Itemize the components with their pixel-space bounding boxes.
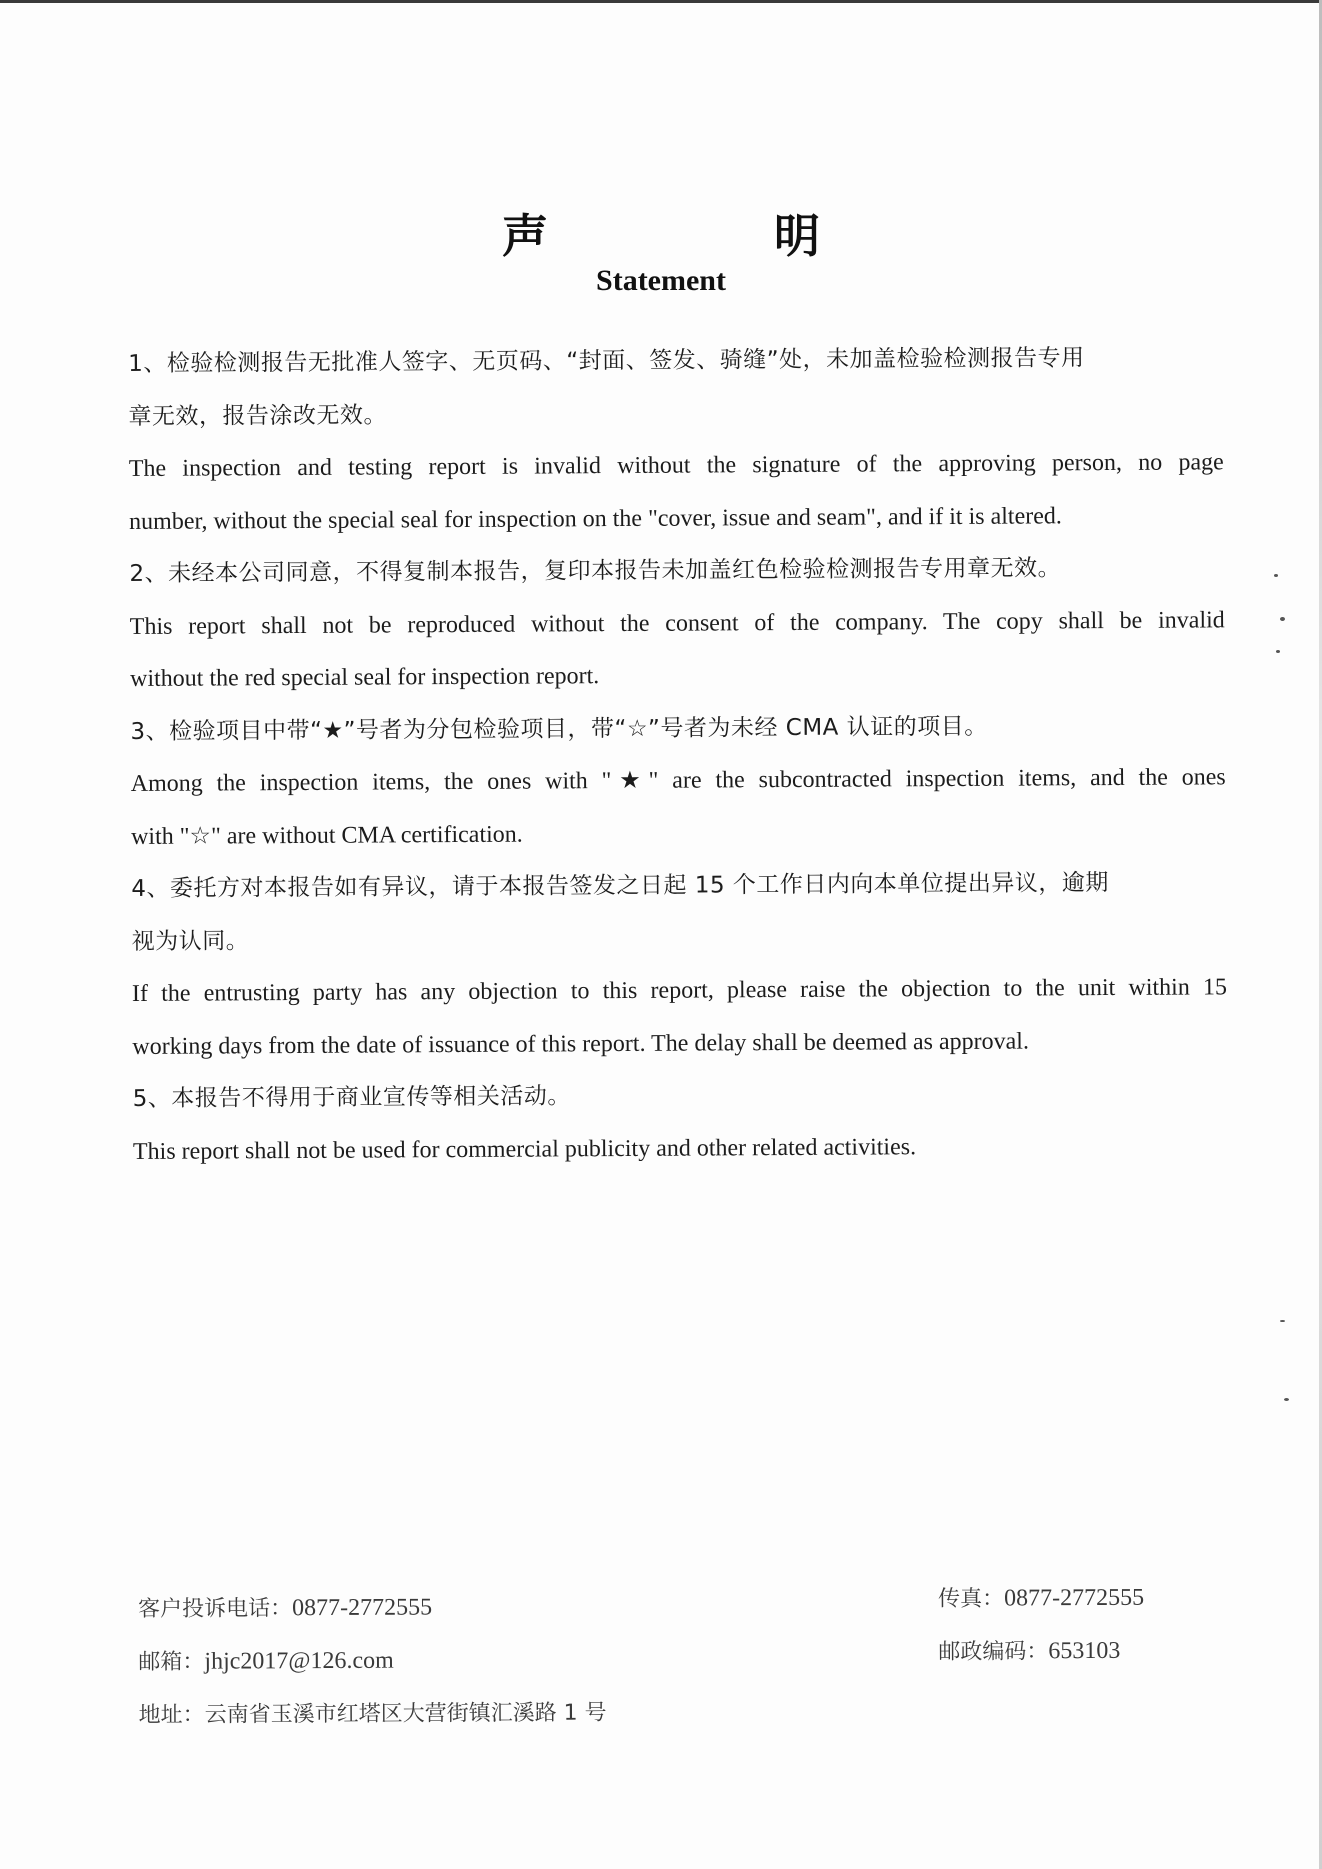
- statement-list: [128, 331, 1228, 1178]
- complaint-phone: [138, 1590, 432, 1623]
- address: [139, 1696, 607, 1729]
- statement-item-1: [128, 331, 1224, 548]
- scan-speck: [1280, 1320, 1285, 1322]
- postal-code: [938, 1634, 1120, 1666]
- statement-4-en-line-1: If the entrusting party has any objection to this report, please raise the objection to the unit within 15: [131, 974, 1228, 1007]
- fax-value: 0877-2772555: [1003, 1584, 1145, 1612]
- fax: [938, 1581, 1144, 1613]
- fax-label: 传真：: [937, 1586, 1005, 1612]
- complaint-phone-value: 0877-2772555: [292, 1594, 433, 1622]
- statement-4-en-line-2: working days from the date of issuance of this report. The delay shall be deemed as approval.: [132, 1028, 1030, 1060]
- email-label: 邮箱：: [138, 1649, 205, 1675]
- statement-5-cn-line-1: 5、本报告不得用于商业宣传等相关活动。: [132, 1083, 571, 1112]
- address-label: 地址：: [138, 1702, 205, 1728]
- postal-code-label: 邮政编码：: [938, 1639, 1049, 1665]
- statement-1-cn-line-2: 章无效，报告涂改无效。: [128, 401, 388, 430]
- statement-3-en-line-2: with "☆" are without CMA certification.: [130, 821, 523, 850]
- statement-2-en-line-1: This report shall not be reproduced without the consent of the company. The copy shall be invalid: [129, 606, 1225, 640]
- statement-4-cn-line-2: 视为认同。: [131, 927, 250, 955]
- statement-item-5: [132, 1066, 1228, 1178]
- statement-1-cn-line-1: 1、检验检测报告无批准人签字、无页码、“封面、签发、骑缝”处，未加盖检验检测报告专用: [128, 345, 1085, 377]
- statement-item-2: [129, 541, 1225, 705]
- scan-speck: [1274, 574, 1278, 577]
- scan-speck: [1284, 1398, 1289, 1401]
- statement-1-en-line-1: The inspection and testing report is invalid without the signature of the approving person, no page: [128, 449, 1224, 482]
- scan-top-edge: [0, 0, 1322, 3]
- statement-item-4: [131, 856, 1227, 1073]
- postal-code-value: 653103: [1048, 1637, 1121, 1665]
- statement-4-cn-line-1: 4、委托方对本报告如有异议，请于本报告签发之日起 15 个工作日内向本单位提出异议，逾期: [131, 870, 1109, 902]
- email: [138, 1644, 394, 1676]
- statement-3-en-line-1: Among the inspection items, the ones with "★" are the subcontracted inspection items, and the ones: [130, 764, 1226, 797]
- address-value: 云南省玉溪市红塔区大营街镇汇溪路 1 号: [204, 1700, 607, 1728]
- footer-row-email-postal: [138, 1639, 1198, 1698]
- statement-2-cn-line-1: 2、未经本公司同意，不得复制本报告，复印本报告未加盖红色检验检测报告专用章无效。: [129, 555, 1062, 587]
- complaint-phone-label: 客户投诉电话：: [138, 1596, 293, 1622]
- contact-footer: [138, 1586, 1199, 1751]
- email-value: jhjc2017@126.com: [204, 1647, 394, 1675]
- scan-speck: [1276, 650, 1280, 653]
- statement-5-en-line-1: This report shall not be used for commercial publicity and other related activities.: [132, 1133, 917, 1165]
- statement-2-en-line-2: without the red special seal for inspection report.: [130, 663, 600, 692]
- statement-3-cn-line-1: 3、检验项目中带“★”号者为分包检验项目，带“☆”号者为未经 CMA 认证的项目。: [130, 713, 988, 745]
- scan-speck: [1280, 617, 1285, 621]
- page-title-chinese: 声 明: [502, 209, 910, 263]
- statement-1-en-line-2: number, without the special seal for inspection on the "cover, issue and seam", and if it is altered.: [129, 502, 1062, 535]
- footer-row-address: [139, 1692, 1199, 1751]
- page-title-english: Statement: [596, 264, 726, 297]
- statement-item-3: [130, 699, 1226, 863]
